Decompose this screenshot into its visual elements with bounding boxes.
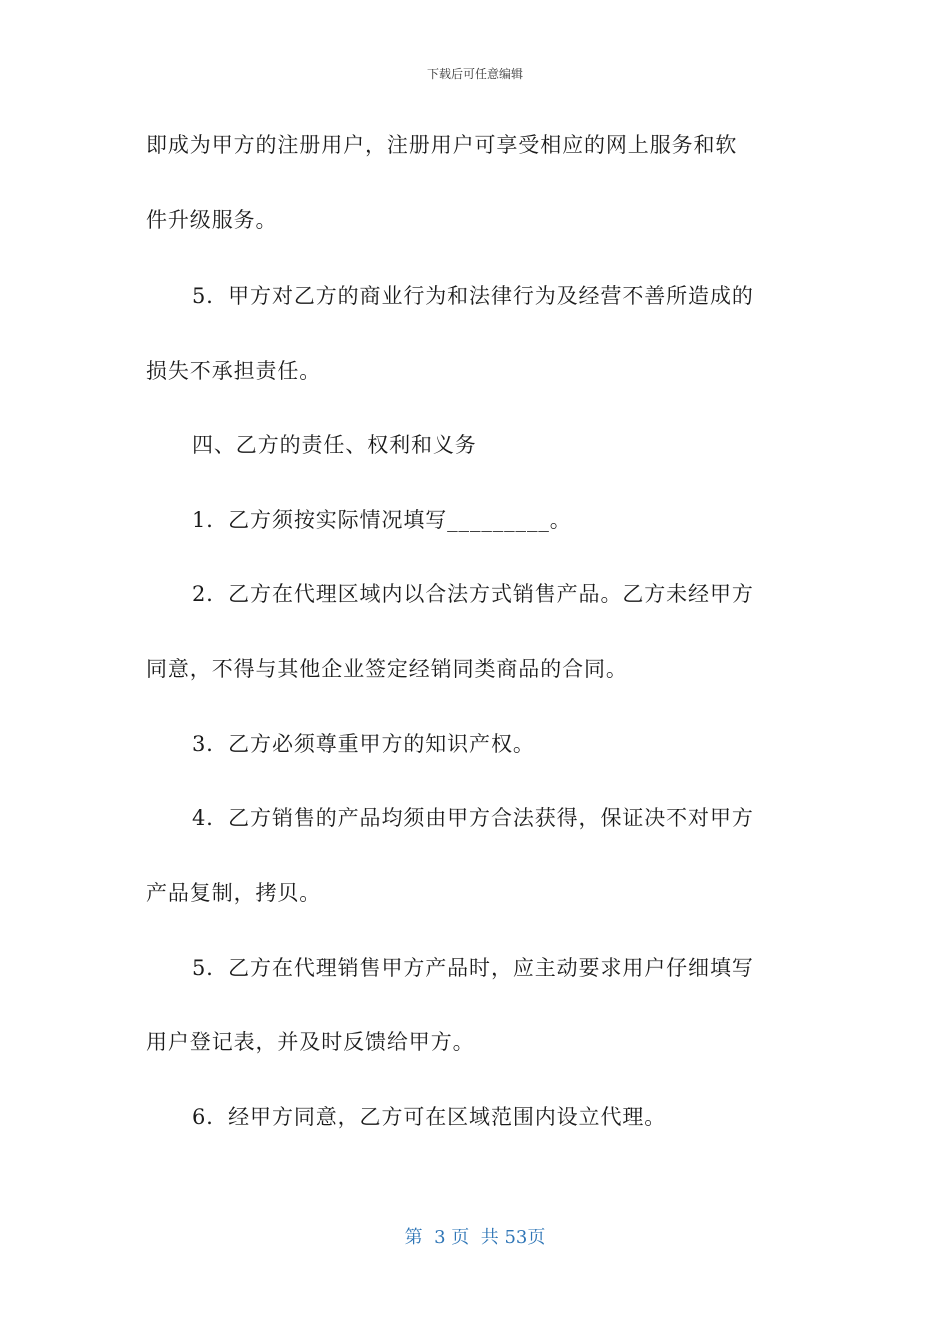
body-line: 件升级服务。: [146, 208, 278, 232]
body-line: 产品复制，拷贝。: [146, 881, 322, 905]
body-line: 2．乙方在代理区域内以合法方式销售产品。乙方未经甲方: [192, 582, 754, 606]
page-header-note: 下载后可任意编辑: [426, 67, 523, 81]
body-line: 5．甲方对乙方的商业行为和法律行为及经营不善所造成的: [192, 284, 754, 308]
body-line: 用户登记表，并及时反馈给甲方。: [146, 1030, 475, 1054]
section-heading: 四、乙方的责任、权利和义务: [192, 433, 477, 457]
body-line: 4．乙方销售的产品均须由甲方合法获得，保证决不对甲方: [192, 806, 754, 830]
body-line: 5．乙方在代理销售甲方产品时，应主动要求用户仔细填写: [192, 956, 754, 980]
body-line: 3．乙方必须尊重甲方的知识产权。: [192, 732, 535, 756]
page-number-footer: 第 3 页 共 53页: [404, 1227, 546, 1248]
body-line: 同意，不得与其他企业签定经销同类商品的合同。: [146, 657, 628, 681]
body-line: 6．经甲方同意，乙方可在区域范围内设立代理。: [192, 1105, 667, 1129]
body-line: 损失不承担责任。: [146, 359, 322, 383]
body-line: 即成为甲方的注册用户，注册用户可享受相应的网上服务和软: [146, 133, 738, 157]
body-line: 1．乙方须按实际情况填写_________。: [192, 508, 572, 532]
